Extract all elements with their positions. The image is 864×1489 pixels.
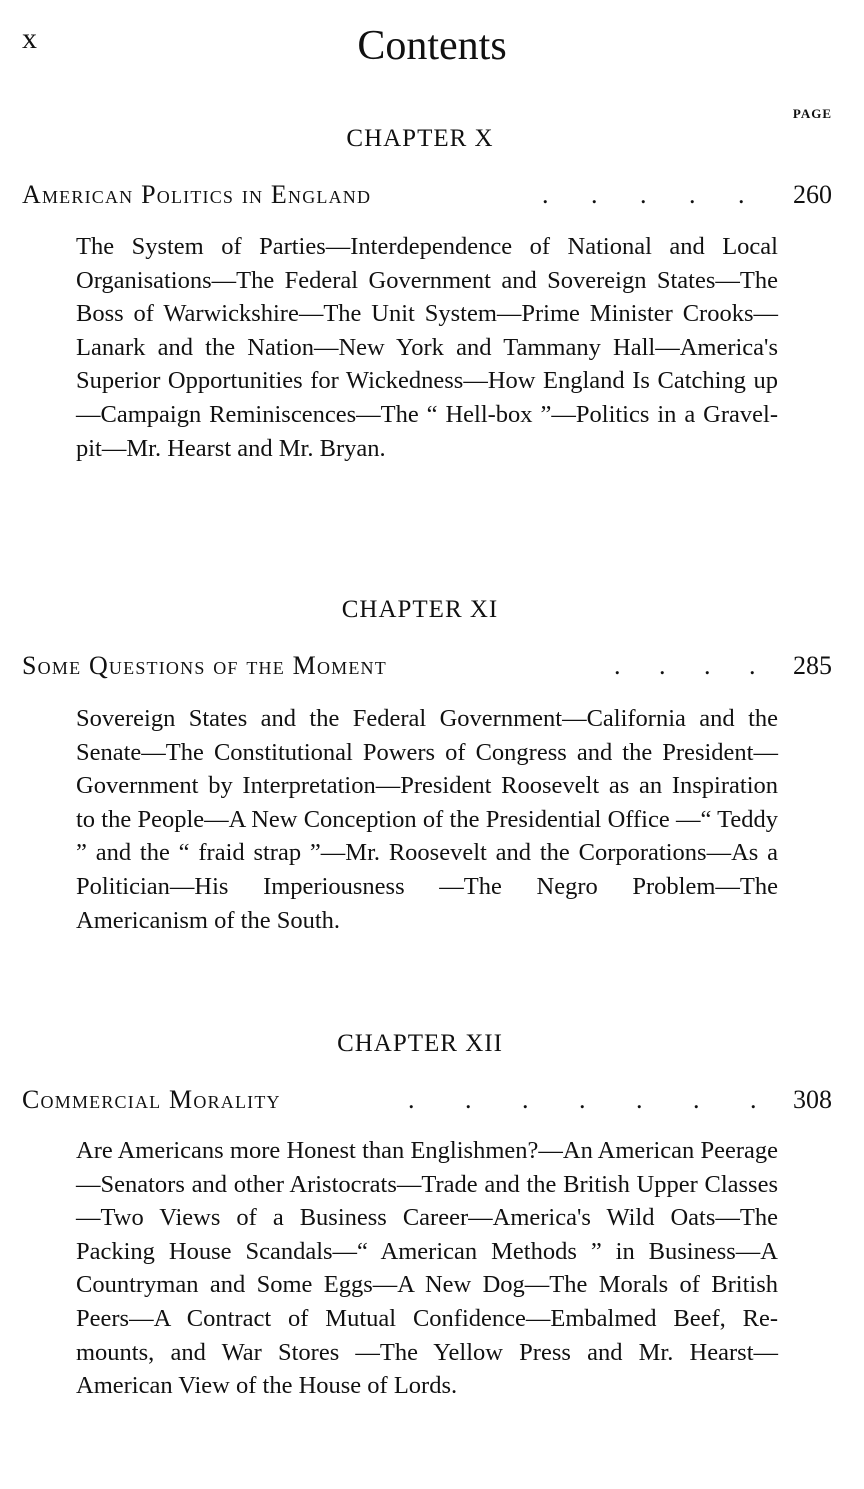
chapter-number: CHAPTER XI	[341, 596, 499, 623]
chapter-summary: Sovereign States and the Federal Government—California and the Senate—The Constitutional Powers of Congress and the President—Government by Interpretation—President Roosevelt as an Inspiration to the People—A New Conception of the Presidential Office —“ Teddy ” and the “ fraid strap ”—Mr. Roosevelt and the Corporations—As a Politician—His Imperiousness —The Negro Problem—The Americanism of the South.	[76, 705, 778, 934]
page-column-label: PAGE	[792, 106, 832, 121]
chapter-number: CHAPTER X	[346, 125, 494, 152]
page-title: Contents	[357, 23, 507, 69]
toc-entry	[22, 180, 832, 214]
page-number: 285	[793, 651, 832, 680]
page-folio: x	[22, 22, 38, 55]
toc-entry	[22, 1085, 832, 1119]
chapter-title: Some Questions of the Moment	[22, 651, 387, 680]
page-number: 308	[793, 1085, 832, 1114]
chapter-summary: Are Americans more Honest than Englishmen?—An American Peerage—Senators and other Aristocrats—Trade and the British Upper Classes—Two Views of a Business Career—America's Wild Oats—The Packing House Scandals—“ American Methods ” in Business—A Countryman and Some Eggs—A New Dog—The Morals of British Peers—A Contract of Mutual Confidence—Embalmed Beef, Re-mounts, and War Stores —The Yellow Press and Mr. Hearst—American View of the House of Lords.	[76, 1137, 778, 1400]
chapter-title: Commercial Morality	[22, 1085, 281, 1114]
chapter-title: American Politics in England	[22, 180, 372, 209]
chapter-summary: The System of Parties—Interdependence of National and Local Organisations—The Federal Government and Sovereign States—The Boss of Warwickshire—The Unit System—Prime Minister Crooks—Lanark and the Nation—New York and Tammany Hall—America's Superior Opportunities for Wickedness—How England Is Catching up—Campaign Reminiscences—The “ Hell-box ”—Politics in a Gravel-pit—Mr. Hearst and Mr. Bryan.	[76, 233, 778, 462]
page-number: 260	[793, 180, 832, 209]
dot-leader: . . . . . . .	[408, 1085, 757, 1114]
toc-entry	[22, 651, 832, 685]
dot-leader: . . . .	[614, 651, 756, 680]
dot-leader: . . . . .	[542, 180, 745, 209]
chapter-number: CHAPTER XII	[337, 1030, 503, 1057]
